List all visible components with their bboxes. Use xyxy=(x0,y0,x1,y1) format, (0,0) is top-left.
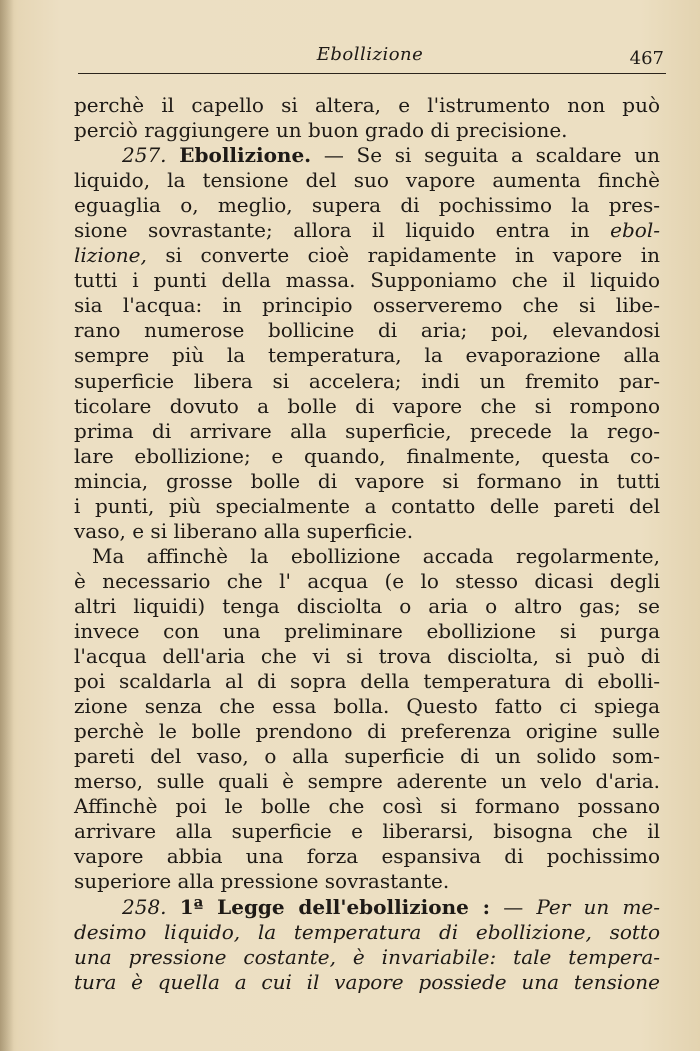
text-line: Affinchè poi le bolle che così si formano possano xyxy=(74,794,660,819)
text-line: ticolare dovuto a bolle di vapore che si rompono xyxy=(74,393,660,418)
text-line: eguaglia o, meglio, supera di pochissimo la pres- xyxy=(74,193,660,218)
bold-heading: 1ª Legge dell'ebollizione : xyxy=(179,894,491,919)
bold-heading: Ebollizione. xyxy=(179,143,312,168)
text-line: i punti, più specialmente a contatto delle pareti del xyxy=(74,493,660,518)
italic-run: una pressione costante, è invariabile: tale tempera- xyxy=(74,944,660,969)
text-line: sempre più la temperatura, la evaporazione alla xyxy=(74,343,660,368)
italic-run: lizione, xyxy=(74,243,147,268)
text-run xyxy=(167,895,180,919)
text-line: altri liquidi) tenga disciolta o aria o altro gas; se xyxy=(74,593,660,618)
text-line: perciò raggiungere un buon grado di precisione. xyxy=(74,118,568,143)
text-line: Ma affinchè la ebollizione accada regolarmente, xyxy=(92,543,660,568)
text-line: pareti del vaso, o alla superficie di un solido som- xyxy=(74,744,660,769)
text-line: superficie libera si accelera; indi un fremito par- xyxy=(74,368,660,393)
italic-run: tura è quella a cui il vapore possiede una tensione xyxy=(74,969,660,994)
page-number: 467 xyxy=(629,48,664,69)
italic-run: desimo liquido, la temperatura di ebollizione, sotto xyxy=(74,919,660,944)
text-line: arrivare alla superficie e liberarsi, bisogna che il xyxy=(74,819,660,844)
text-line xyxy=(74,945,660,970)
text-run: — xyxy=(490,894,537,919)
body-text xyxy=(74,93,660,995)
text-line xyxy=(74,143,660,168)
text-line: superiore alla pressione sovrastante. xyxy=(74,869,450,894)
text-run xyxy=(167,143,180,167)
text-run: si converte cioè rapidamente in vapore in xyxy=(146,243,660,268)
text-run: sione sovrastante; allora il liquido entra in xyxy=(74,218,611,243)
text-line: zione senza che essa bolla. Questo fatto ci spiega xyxy=(74,694,660,719)
text-line: sia l'acqua: in principio osserveremo che si libe- xyxy=(74,293,660,318)
text-line: liquido, la tensione del suo vapore aumenta finchè xyxy=(74,168,660,193)
text-run: — Se si seguita a scaldare un xyxy=(311,143,661,168)
text-line: rano numerose bollicine di aria; poi, elevandosi xyxy=(74,318,660,343)
text-line: invece con una preliminare ebollizione si purga xyxy=(74,618,660,643)
text-line: lare ebollizione; e quando, finalmente, questa co- xyxy=(74,443,660,468)
text-line: poi scaldarla al di sopra della temperatura di ebolli- xyxy=(74,669,660,694)
italic-run: Per un me- xyxy=(536,894,661,919)
text-line: è necessario che l' acqua (e lo stesso dicasi degli xyxy=(74,568,660,593)
text-line: merso, sulle quali è sempre aderente un velo d'aria. xyxy=(74,769,660,794)
text-line: tutti i punti della massa. Supponiamo che il liquido xyxy=(74,268,660,293)
text-line xyxy=(74,970,660,995)
text-line: perchè il capello si altera, e l'istrumento non può xyxy=(74,93,660,117)
spine-shadow xyxy=(0,0,14,1051)
text-line xyxy=(74,895,660,920)
text-line: perchè le bolle prendono di preferenza origine sulle xyxy=(74,719,660,744)
header-rule xyxy=(78,73,666,74)
text-line: vapore abbia una forza espansiva di pochissimo xyxy=(74,844,660,869)
italic-run: 258. xyxy=(122,894,167,919)
italic-run: ebol- xyxy=(610,218,660,243)
text-line: mincia, grosse bolle di vapore si formano in tutti xyxy=(74,468,660,493)
text-line xyxy=(74,920,660,945)
text-line xyxy=(74,243,660,268)
text-line xyxy=(74,218,660,243)
text-line: vaso, e si liberano alla superficie. xyxy=(74,518,414,543)
text-line: prima di arrivare alla superficie, precede la rego- xyxy=(74,418,660,443)
text-line: l'acqua dell'aria che vi si trova disciolta, si può di xyxy=(74,644,660,669)
italic-run: 257. xyxy=(122,143,167,168)
running-title: Ebollizione xyxy=(316,44,424,65)
